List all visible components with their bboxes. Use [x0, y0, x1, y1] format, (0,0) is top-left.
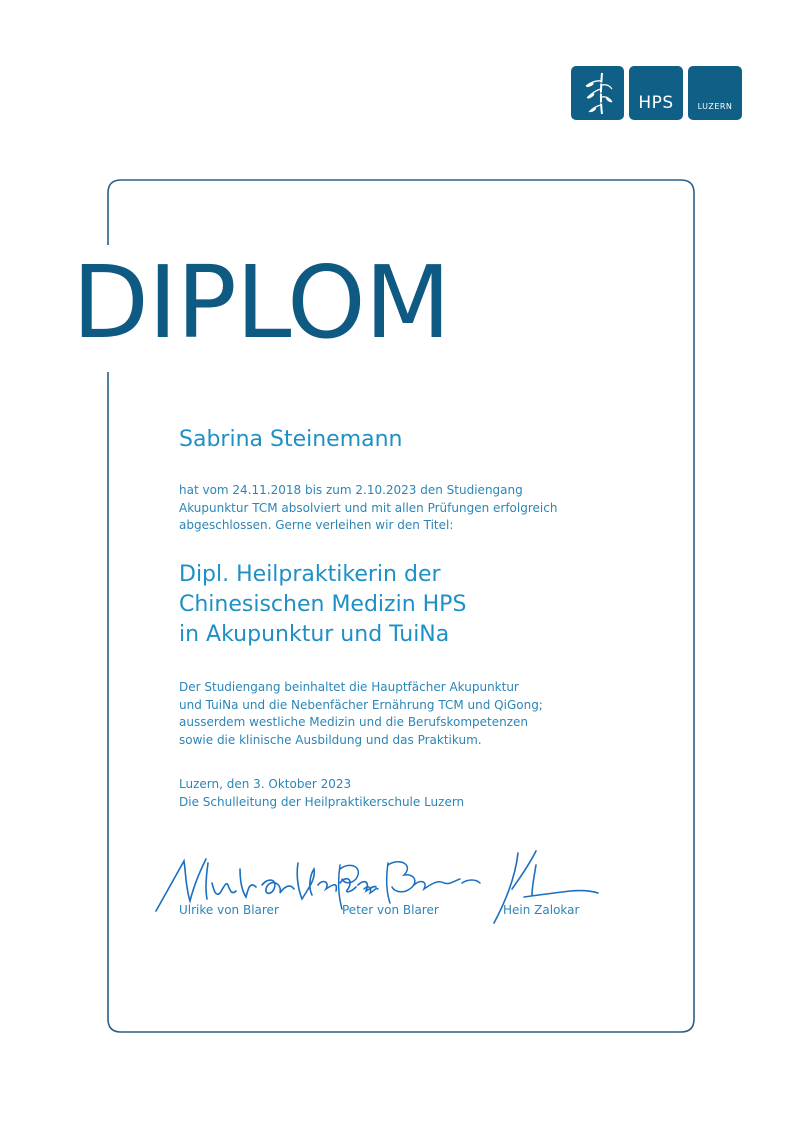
degree-line: in Akupunktur und TuiNa	[179, 622, 450, 647]
degree-line: Dipl. Heilpraktikerin der	[179, 562, 441, 587]
logo-luzern-text: LUZERN	[697, 102, 733, 111]
diploma-title: DIPLOM	[72, 244, 450, 361]
place-date: Luzern, den 3. Oktober 2023	[179, 777, 352, 791]
intro-line: abgeschlossen. Gerne verleihen wir den Titel:	[179, 518, 454, 532]
curriculum-line: und TuiNa und die Nebenfächer Ernährung TCM und QiGong;	[179, 697, 543, 712]
curriculum-line: ausserdem westliche Medizin und die Berufskompetenzen	[179, 715, 528, 729]
intro-paragraph	[179, 482, 599, 535]
signatory-name: Peter von Blarer	[342, 903, 439, 917]
signature-block	[150, 845, 610, 935]
intro-line: hat vom 24.11.2018 bis zum 2.10.2023 den Studiengang	[179, 483, 523, 497]
logo-hps-text: HPS	[638, 93, 674, 113]
signatory-name: Hein Zalokar	[503, 903, 580, 917]
degree-title	[179, 560, 599, 650]
handwritten-signatures	[150, 845, 610, 935]
curriculum-line: sowie die klinische Ausbildung und das Praktikum.	[179, 732, 482, 747]
place-date-block	[179, 776, 599, 811]
issuer: Die Schulleitung der Heilpraktikerschule Luzern	[179, 794, 465, 809]
curriculum-paragraph	[179, 679, 609, 749]
curriculum-line: Der Studiengang beinhaltet die Hauptfächer Akupunktur	[179, 680, 519, 694]
degree-line: Chinesischen Medizin HPS	[179, 592, 467, 617]
signatory-name: Ulrike von Blarer	[179, 903, 279, 917]
intro-line: Akupunktur TCM absolviert und mit allen Prüfungen erfolgreich	[179, 500, 558, 515]
recipient-name: Sabrina Steinemann	[179, 427, 403, 452]
